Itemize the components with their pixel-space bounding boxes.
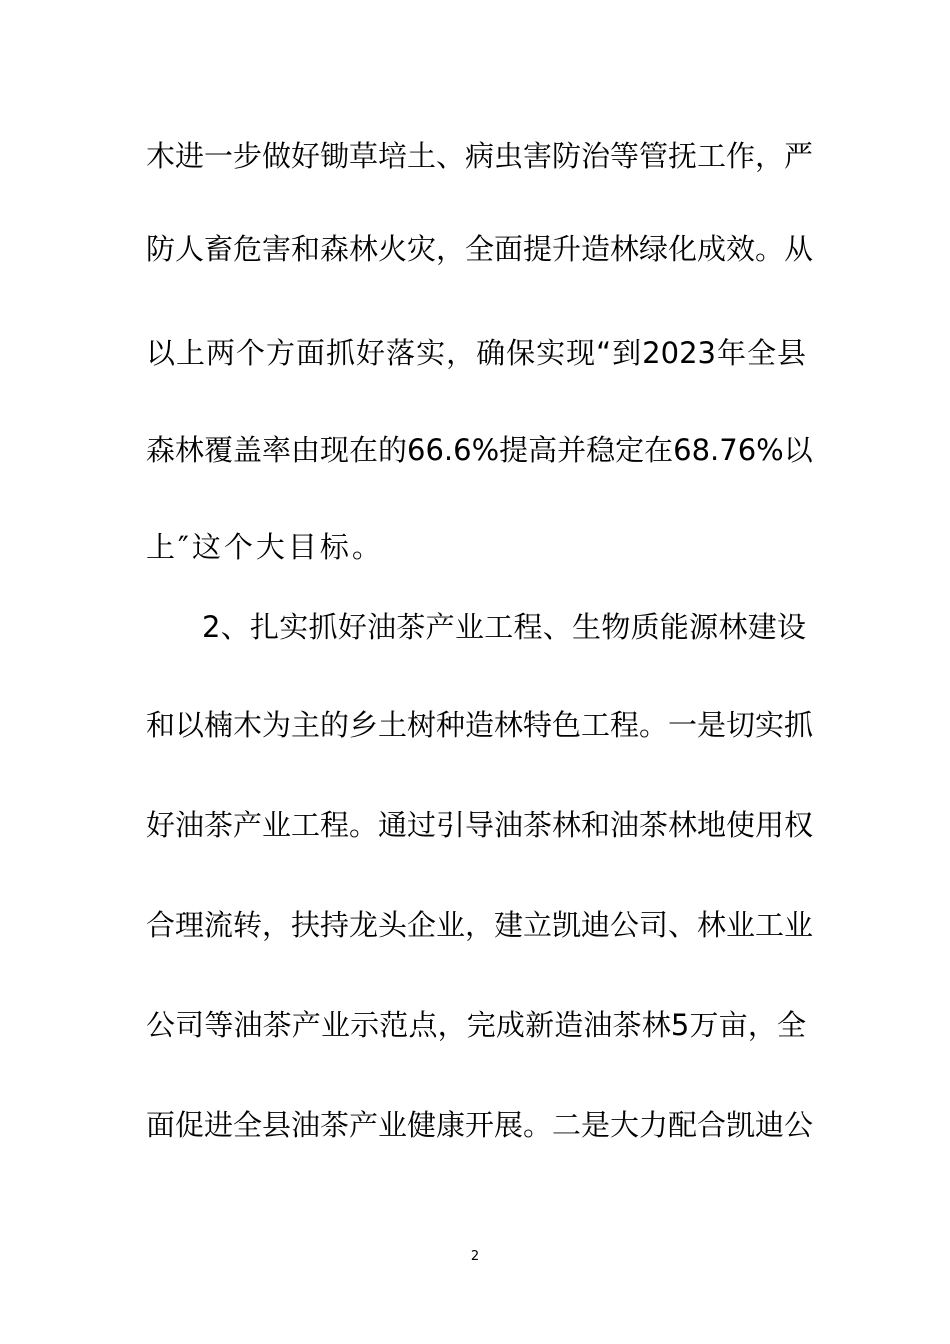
page-number: 2 <box>470 1249 480 1264</box>
text-line-11: 面促进全县油茶产业健康开展。二是大力配合凯迪公 <box>146 1108 814 1142</box>
text-line-10: 公司等油茶产业示范点，完成新造油茶林5万亩，全 <box>146 1008 806 1042</box>
text-line-5: 上″这个大目标。 <box>146 530 384 564</box>
text-line-2: 防人畜危害和森林火灾，全面提升造林绿化成效。从 <box>146 232 814 266</box>
text-line-6: 2、扎实抓好油茶产业工程、生物质能源林建设 <box>202 610 806 644</box>
text-line-1: 木进一步做好锄草培土、病虫害防治等管抚工作，严 <box>146 139 814 173</box>
text-line-8: 好油茶产业工程。通过引导油茶林和油茶林地使用权 <box>146 808 814 842</box>
text-line-9: 合理流转，扶持龙头企业，建立凯迪公司、林业工业 <box>146 908 814 942</box>
text-line-7: 和以楠木为主的乡土树种造林特色工程。一是切实抓 <box>146 708 814 742</box>
text-line-4: 森林覆盖率由现在的66.6%提高并稳定在68.76%以 <box>146 433 813 467</box>
text-line-3: 以上两个方面抓好落实，确保实现“到2023年全县 <box>146 336 806 370</box>
